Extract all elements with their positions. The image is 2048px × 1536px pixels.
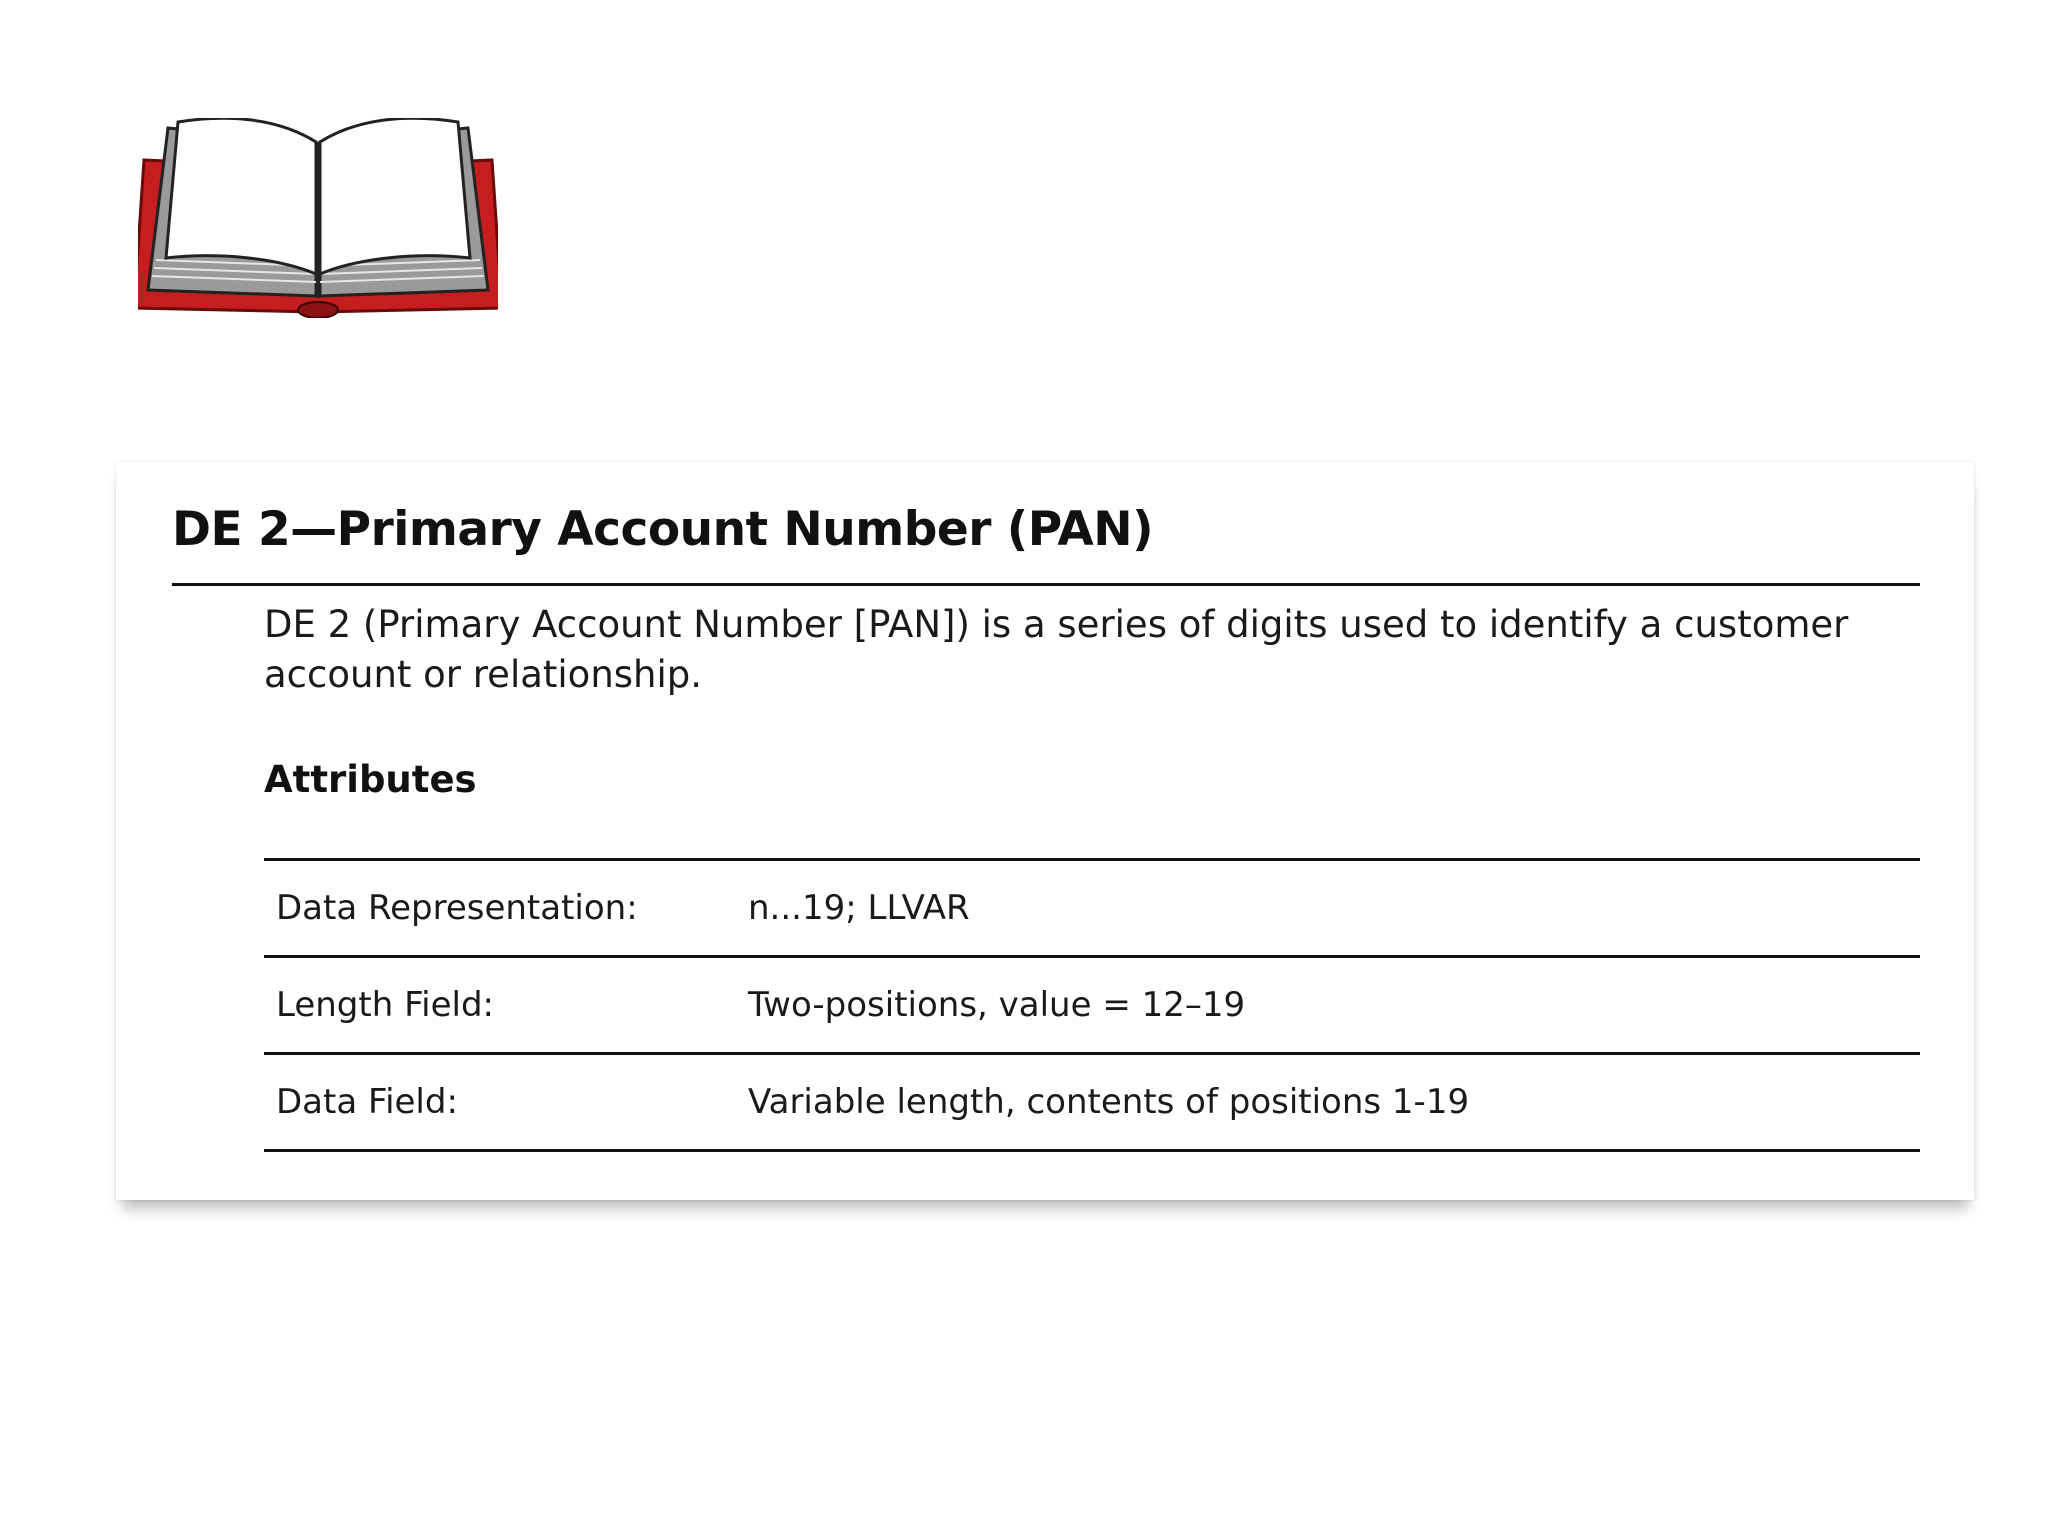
attribute-value: n...19; LLVAR xyxy=(748,888,970,928)
table-row xyxy=(264,958,1920,1055)
table-row xyxy=(264,861,1920,958)
attribute-label: Length Field: xyxy=(276,985,495,1025)
attributes-table xyxy=(264,858,1920,1152)
attribute-value: Two-positions, value = 12–19 xyxy=(748,985,1246,1025)
attributes-heading: Attributes xyxy=(264,758,477,801)
document-excerpt xyxy=(116,462,1974,1200)
title-divider xyxy=(172,583,1920,586)
attribute-label: Data Field: xyxy=(276,1082,458,1122)
open-book-icon xyxy=(138,118,498,318)
attribute-label: Data Representation: xyxy=(276,888,638,928)
description-paragraph: DE 2 (Primary Account Number [PAN]) is a series of digits used to identify a customer account or relationship. xyxy=(264,603,1849,696)
attribute-value: Variable length, contents of positions 1-19 xyxy=(748,1082,1470,1122)
table-row xyxy=(264,1055,1920,1152)
page-title: DE 2—Primary Account Number (PAN) xyxy=(172,502,1154,557)
